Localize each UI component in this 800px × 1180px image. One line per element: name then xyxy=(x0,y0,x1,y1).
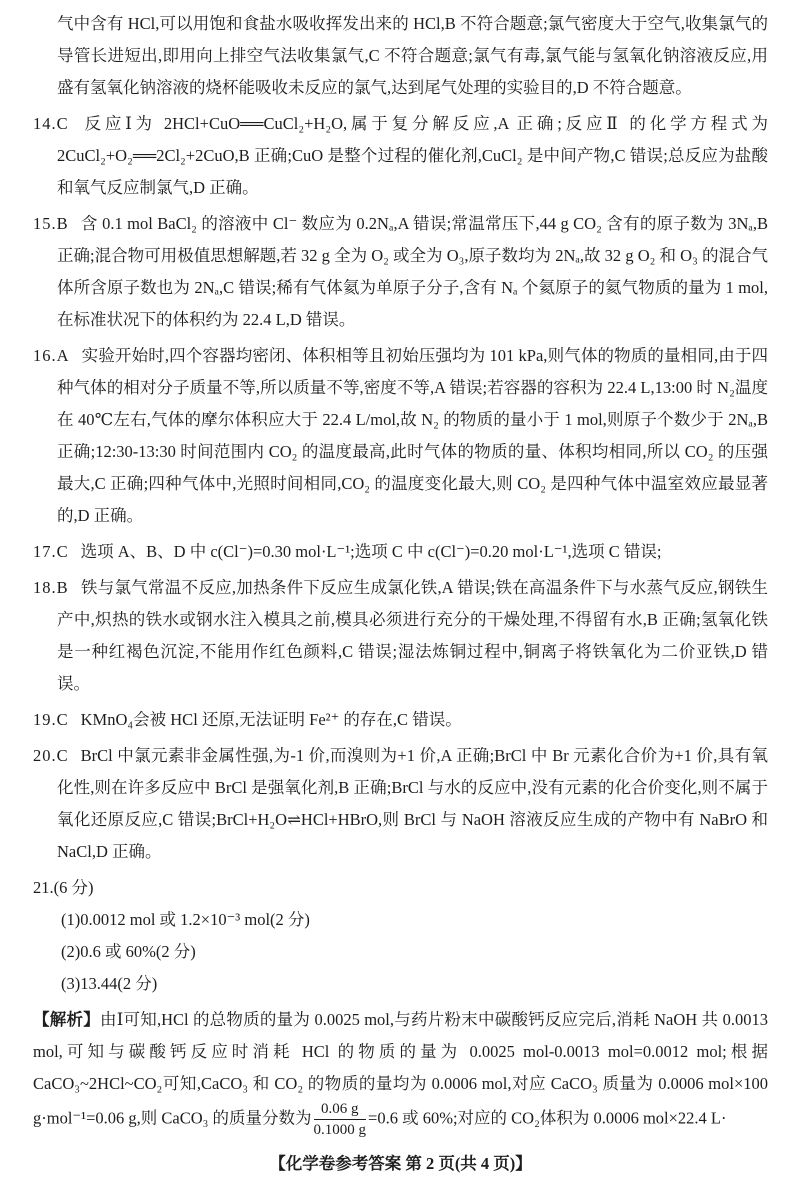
item-number: 14.C xyxy=(33,114,69,133)
fraction-numerator: 0.06 g xyxy=(314,1100,367,1120)
item-number: 21.(6 分) xyxy=(33,878,94,897)
item-number: 18.B xyxy=(33,578,69,597)
answer-item-15 xyxy=(33,208,768,336)
analysis-text-part2: =0.6 或 60%;对应的 CO₂体积为 0.0006 mol×22.4 L· xyxy=(368,1108,727,1128)
analysis-text-part1: 由Ⅰ可知,HCl 的总物质的量为 0.0025 mol,与药片粉末中碳酸钙反应完后,消耗 NaOH 共 0.0013 mol,可知与碳酸钙反应时消耗 HCl 的物质的量为 0.0025 mol-0.0013 mol=0.0012 mol;根据 CaCO₃~2HCl~CO₂可知,CaCO₃ 和 CO₂ 的物质的量均为 0.0006 mol,对应 CaCO₃ 质量为 0.0006 mol×100 g·mol⁻¹=0.06 g,则 CaCO₃ 的质量分数为 xyxy=(33,1010,769,1128)
item-explanation: 实验开始时,四个容器均密闭、体积相等且初始压强均为 101 kPa,则气体的物质的量相同,由于四种气体的相对分子质量不等,所以质量不等,密度不等,A 错误;若容器的容积为 22.4 L,13:00 时 N₂温度在 40℃左右,气体的摩尔体积应大于 22.4 L/mol,故 N₂ 的物质的量小于 1 mol,则原子个数少于 2Nₐ,B 正确;12:30-13:30 时间范围内 CO₂ 的温度最高,此时气体的物质的量、体积均相同,所以 CO₂ 的压强最大,C 正确;四种气体中,光照时间相同,CO₂ 的温度变化最大,则 CO₂ 是四种气体中温室效应最显著的,D 正确。 xyxy=(57,346,768,525)
item-explanation: 含 0.1 mol BaCl₂ 的溶液中 Cl⁻ 数应为 0.2Nₐ,A 错误;常温常压下,44 g CO₂ 含有的原子数为 3Nₐ,B 正确;混合物可用极值思想解题,若 32 g 全为 O₂ 或全为 O₃,原子数均为 2Nₐ,故 32 g O₂ 和 O₃ 的混合气体所含原子数也为 2Nₐ,C 错误;稀有气体氦为单原子分子,含有 Nₐ 个氦原子的氦气物质的量为 1 mol,在标准状况下的体积约为 22.4 L,D 错误。 xyxy=(57,214,768,329)
answer-item-19 xyxy=(33,704,768,736)
item-explanation: KMnO₄会被 HCl 还原,无法证明 Fe²⁺ 的存在,C 错误。 xyxy=(80,710,462,729)
item-explanation: 铁与氯气常温不反应,加热条件下反应生成氯化铁,A 错误;铁在高温条件下与水蒸气反应,钢铁生产中,炽热的铁水或钢水注入模具之前,模具必须进行充分的干燥处理,不得留有水,B 正确;氢氧化铁是一种红褐色沉淀,不能用作红色颜料,C 错误;湿法炼铜过程中,铜离子将铁氧化为二价亚铁,D 错误。 xyxy=(57,578,768,693)
item-number: 20.C xyxy=(33,746,69,765)
item-number: 17.C xyxy=(33,542,69,561)
answer-item-17 xyxy=(33,536,768,568)
item-number: 15.B xyxy=(33,214,69,233)
page-footer: 【化学卷参考答案 第 2 页(共 4 页)】 xyxy=(269,1154,532,1173)
item13-explanation-continuation: 气中含有 HCl,可以用饱和食盐水吸收挥发出来的 HCl,B 不符合题意;氯气密度大于空气,收集氯气的导管长进短出,即用向上排空气法收集氯气,C 不符合题意;氯气有毒,氯气能与氢氧化钠溶液反应,用盛有氢氧化钠溶液的烧杯能吸收未反应的氯气,达到尾气处理的实验目的,D 不符合题意。 xyxy=(57,14,768,97)
mass-fraction xyxy=(314,1100,367,1139)
answer-item-14 xyxy=(33,108,768,204)
sub-answer-1: (1)0.0012 mol 或 1.2×10⁻³ mol(2 分) xyxy=(61,910,310,929)
analysis-label: 【解析】 xyxy=(33,1010,100,1029)
item-explanation: 选项 A、B、D 中 c(Cl⁻)=0.30 mol·L⁻¹;选项 C 中 c(Cl⁻)=0.20 mol·L⁻¹,选项 C 错误; xyxy=(80,542,662,561)
item-explanation: 反应Ⅰ为 2HCl+CuO══CuCl₂+H₂O,属于复分解反应,A 正确;反应Ⅱ 的化学方程式为 2CuCl₂+O₂══2Cl₂+2CuO,B 正确;CuO 是整个过程的催化剂,CuCl₂ 是中间产物,C 错误;总反应为盐酸和氧气反应制氯气,D 正确。 xyxy=(57,114,768,197)
answer-item-18 xyxy=(33,572,768,700)
item-number: 19.C xyxy=(33,710,69,729)
item-explanation: BrCl 中氯元素非金属性强,为-1 价,而溴则为+1 价,A 正确;BrCl 中 Br 元素化合价为+1 价,具有氧化性,则在许多反应中 BrCl 是强氧化剂,B 正确;BrCl 与水的反应中,没有元素的化合价变化,则不属于氧化还原反应,C 错误;BrCl+H₂O⇌HCl+HBrO,则 BrCl 与 NaOH 溶液反应生成的产物中有 NaBrO 和 NaCl,D 正确。 xyxy=(57,746,768,861)
item-number: 16.A xyxy=(33,346,70,365)
sub-answer-3: (3)13.44(2 分) xyxy=(61,974,158,993)
fraction-denominator: 0.1000 g xyxy=(313,1122,367,1138)
answer-item-21 xyxy=(33,872,768,1000)
answer-item-16 xyxy=(33,340,768,532)
answer-item-20 xyxy=(33,740,768,868)
analysis-paragraph xyxy=(33,1004,768,1139)
sub-answer-2: (2)0.6 或 60%(2 分) xyxy=(61,942,196,961)
